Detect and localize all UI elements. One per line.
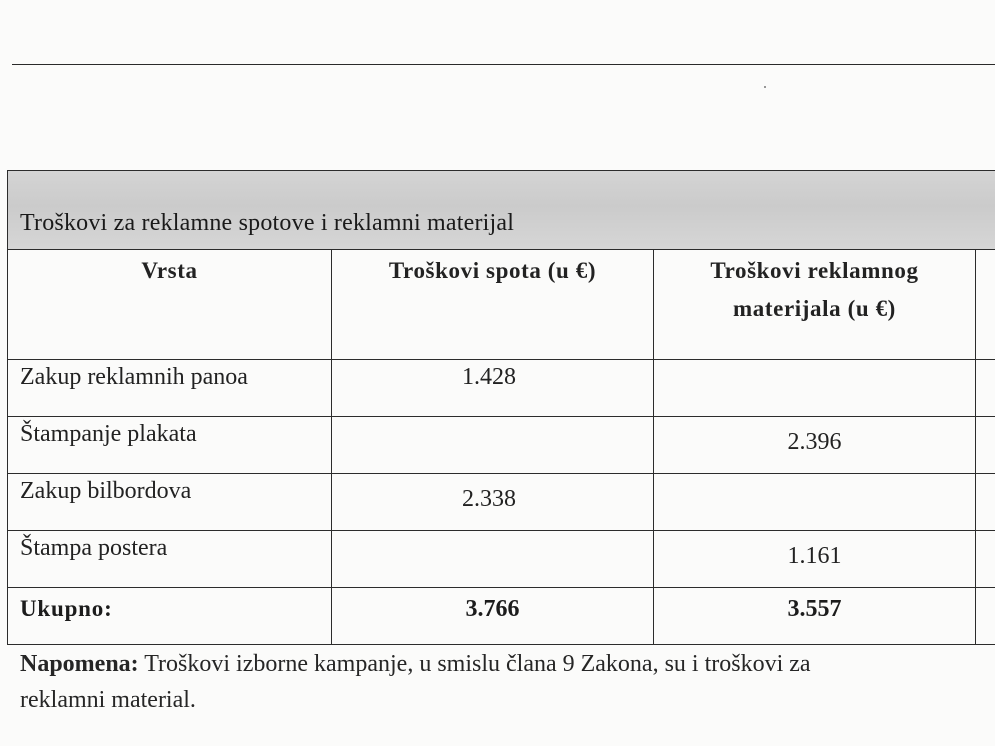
header-material-costs-line1: Troškovi reklamnog — [710, 258, 919, 283]
table-title-bar — [7, 170, 995, 249]
row-extra-cell — [976, 531, 995, 588]
row-extra-cell — [976, 474, 995, 531]
row-material-value: 2.396 — [654, 417, 976, 474]
table-row — [8, 474, 995, 531]
row-type: Zakup bilbordova — [8, 474, 332, 531]
row-type: Zakup reklamnih panoa — [8, 360, 332, 417]
costs-table — [7, 249, 995, 645]
table-row — [8, 360, 995, 417]
total-spot-value: 3.766 — [332, 588, 654, 645]
total-label: Ukupno: — [8, 588, 332, 645]
scan-speck — [764, 86, 766, 88]
table-header-row — [8, 250, 995, 360]
row-spot-value — [332, 417, 654, 474]
row-material-value — [654, 474, 976, 531]
header-material-costs — [654, 250, 976, 360]
header-spot-costs: Troškovi spota (u €) — [332, 250, 654, 360]
total-material-value: 3.557 — [654, 588, 976, 645]
row-extra-cell — [976, 417, 995, 474]
table-total-row — [8, 588, 995, 645]
header-material-costs-line2: materijala (u €) — [733, 296, 896, 321]
footnote-text-line1: Troškovi izborne kampanje, u smislu člana 9 Zakona, su i troškovi za — [138, 651, 811, 677]
table-row — [8, 417, 995, 474]
header-extra-column — [976, 250, 995, 360]
table-row — [8, 531, 995, 588]
footnote-line1 — [20, 646, 995, 682]
row-type: Štampa postera — [8, 531, 332, 588]
total-extra-cell — [976, 588, 995, 645]
footnote — [20, 646, 995, 718]
row-spot-value — [332, 531, 654, 588]
table-title: Troškovi za reklamne spotove i reklamni materijal — [20, 210, 515, 236]
row-extra-cell — [976, 360, 995, 417]
footnote-text-line2: reklamni material. — [20, 687, 196, 713]
row-spot-value: 2.338 — [332, 474, 654, 531]
header-type: Vrsta — [8, 250, 332, 360]
costs-table-container — [7, 170, 995, 645]
row-material-value — [654, 360, 976, 417]
row-material-value: 1.161 — [654, 531, 976, 588]
page-top-rule — [12, 64, 995, 65]
row-type: Štampanje plakata — [8, 417, 332, 474]
footnote-label: Napomena: — [20, 651, 139, 677]
row-spot-value: 1.428 — [332, 360, 654, 417]
